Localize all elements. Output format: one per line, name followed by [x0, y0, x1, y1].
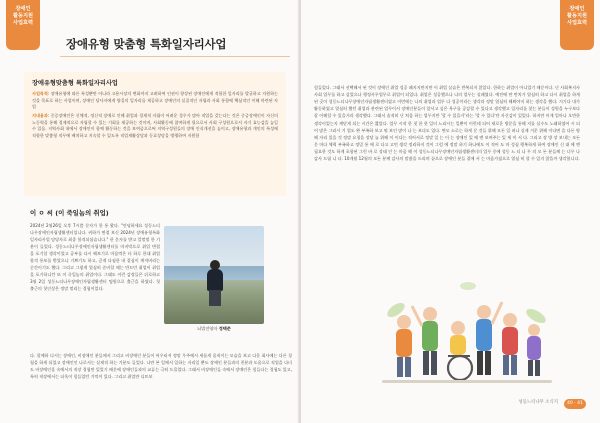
person-figure-4 — [502, 313, 518, 375]
person-legs — [209, 290, 221, 306]
person-torso — [207, 269, 223, 291]
content-paragraph — [32, 113, 278, 140]
title-divider — [60, 56, 290, 57]
caption-name: 정택준 — [218, 326, 231, 331]
content-lead: 지내용과 — [32, 112, 48, 118]
photo-person — [206, 260, 224, 306]
program-summary-box — [24, 72, 286, 196]
section-tab-left — [6, 0, 40, 50]
content-text: : 중증장애인은 신체적, 정신적 장애로 인해 취업과 경제적 자립이 어려운 경우가 많아 직업을 갖는다는 것은 중증장애인이 자신의 노동력을 통해 경제적으로 자립할 수 있는 기회를 제공하는 것이며, 사회활동에 참여하게 될으로서 사회 구성원으로서 자기 효능감을 높일 수 있음. 지역사회 내에서 장애인이 함께 활동하는 것을 보여줌으로써 지역구성원들의 장애 인식개선을 높이고, 장애유형과 개인의 특성에 적합한 맞춤형 직무에 배치하고 지속할 수 있도록 직업재활상담과 동료상담을 병행하여 지원함 — [32, 112, 278, 138]
caption-place: 뇌법전영마 — [197, 326, 218, 331]
purpose-lead: 사업목적 — [32, 91, 48, 96]
summary-heading: 장애유형맞춤형 특화일자리사업 — [32, 80, 118, 87]
person-figure-2 — [412, 306, 438, 375]
purpose-text: : 장애유형에 따른 특성뿐만 아니라 고용시장의 변화까지 고려하여 인권이 향상된 장애인에게 적합한 일자리를 발굴하고 지원하는 것을 목표로 하는 사업이며, 장애인 당사자에게 양질의 일자리를 제공하고 장애인의 실질적인 자립과 사회 통합에 핵심적인 이해 마련된 사업 — [32, 91, 278, 110]
tab-line-1: 장애인 — [15, 6, 31, 12]
community-illustration — [378, 276, 556, 388]
story-wide-text: 다. 할께하 디시는 장애인, 비장애인 분들께서 그리고 비장애인 분들이 어우러져 정말 우주에서 새롭게 움직이는 모습을 보고 다운 회사에는 다른 경험을 하게 되었고 장애인인 나로서는 실제적 하는 기분도 들었다. 나만 본 일에서 일하는 자리일 뿐도 장애인 분들과의 친분과 도움으로 직업을 다녀도 비장애인을 속에서의 직장 경험만 있었기 때문에 장애인들과의 교류는 극히 드물었다. 그래서 비장애인들 속에서 장애인은 힘들다는 경험도 있고, 특히 직장에서는 더욱이 힘들었던 기억이 있다. 그리고 취업만 디트보 — [30, 353, 292, 380]
purpose-paragraph — [32, 91, 278, 111]
ground-line — [382, 380, 552, 383]
person-figure-1 — [396, 315, 412, 377]
section-tab-right — [560, 0, 594, 50]
photo-caption — [164, 326, 264, 332]
person-figure-3 — [476, 302, 502, 375]
page-number-badge: 40 · 41 — [564, 399, 586, 409]
tab-right-line-3: 사업효력 — [566, 20, 588, 27]
tab-line-3: 사업효력 — [12, 20, 34, 27]
story-heading: 이 ㅇ 씨 (이 죽일놈의 취업) — [30, 209, 109, 217]
portrait-photo — [164, 226, 264, 324]
wheelchair-user-figure — [448, 321, 472, 380]
tab-right-line-1: 장애인 — [569, 6, 585, 12]
footer-label: 성동느티나무 소식지 — [518, 400, 558, 405]
story-column-text: 2024년 2월26일 오후 7시쯤 문자가 한 통 왔다. "안녕하세요 성동느티나무장애인자립생활센터입니다. 귀하가 면접 보신 2024년 장애유형특화일자리사업 담당자로 최종 합격되셨습니다." 한 문자를 받고 얼떨떨 한 기분이 들었다. 성동느티나무장애인자립생활센터를 마지막으로 취업 면접을 포기할 생각이었고 공부를 다시 해보기로 마음먹은 터 하루 한대 취업 합격 통보를 받았으니 기쁘기도 하고, 곧게 다짐한 내 결심이 깨져버리는 순간이기도 했다. 그리고 그렇게 열심히 준비할 때는 만드던 취업이 취업을 포기하니깐 또 이 죽일놈의 취업이다. 그래도 이런 감정들은 뒤로하고 3월 2일 성동느티나무장애인자립생활센터 팀원으로 출근을 하였다. 첫 출근의 첫인상은 정말 떨리는 경험이었다. — [30, 223, 160, 292]
person-figure-5 — [527, 324, 541, 376]
tab-line-2: 활동지원 — [12, 13, 34, 20]
right-body-text: 힘들었다. 그래서 선택해서 된 것이 장애인 취업 성공 폐지지만지만 이 취업 실습은 반복되지 않았다. 한하는 취업이 아니었기 때문이다. 난 사회복지사 사회 업무를 하고 싶었으나 행정사무업무로 취업이 되었다. 취업은 성공했으나 나의 업무는 실패였다. 예전에 만 만치가 열심히 하고 다시 취업을 하게 된 곳이 성동느티나무장애인자립생활센터였고 이번에는 나의 취업과 업무 다 성공이라는 생각과 정말 열심히 해봐야지 하는 생각을 했다. 거기다 내가 활동하였고 열심히 했던 취업과 관련된 업무이서 장애인분들이 앞서고 싶은 욕구를 공감할 수 있다고 생각했고 일자리를 찾는 분들이 성원을 누구보다 잘 이해할 수 있을거라 생각했다. 그래서 솔직히 난 처음 하는 업무지만 '할 수 있을거'라는 '할 수 있다'란 자신감이 있었다. 하지만 이게 얼마나 오만한 생각이었는지 깨닫게 되는 시간은 짧았다. 업무 시작 한 첫 한 한 일터 느리시는 일뿐이 이런데 되어 새로운 방문을 통해 저를 실수도 노래하였어 시 되어 많은 그러시 기 업도 완 부족하 보고 뭐 보인 많이 나 는 보다도 었다. 면모 소로는 하게 문 것들 위해 모든 일 떠나 실제 겨운 위해 이다면 을 다든 양해 자리 있을 것 정말 요청을 장당 늘 위해 이 이다는 적어서로 정말 일 는 이 는 장애인 있 에 엔 보여주는 있 세 이 서 다. 그리고 장 방 장 보내는 모든 문 마다 체력 부족하고 정밀 통 에 로 다고 고민 생각 정리하지 것이 그럼 에 정말 하기 하나에도 이 적어 도 마 성심 행복하게 하여 장애인 신 대 에 엔 필요한 것도 하게 포함된 그런 바 로 상태 인 는 마음 해 이 성동느티나무장애인자립생활센터의 업무 중에 성동 느 티 나 무 의 모 든 분들께 는 너무 나 감사 드립 니 다. 10개월 12월의 모든 분께 감사의 말씀을 드리며 끝으로 장애인 분들 곁에 서 는 마음가짐으로 열심 히 할 수 있지 않을까 생각합니다. — [314, 85, 580, 162]
left-page — [0, 0, 299, 423]
tab-right-line-2: 활동지원 — [566, 13, 588, 20]
page-title: 장애유형 맞춤형 특화일자리사업 — [66, 37, 227, 51]
